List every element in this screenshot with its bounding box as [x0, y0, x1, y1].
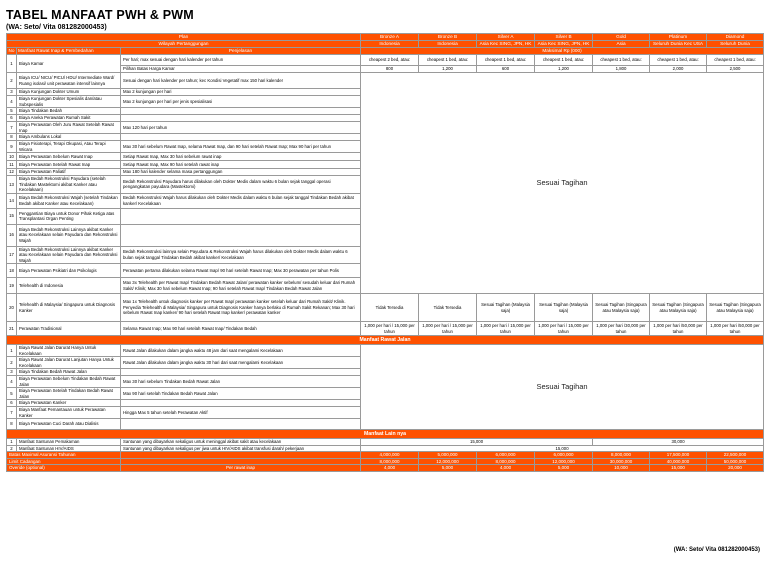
- benefit-desc: [121, 224, 361, 246]
- benefit-desc: [121, 115, 361, 122]
- row-number: 2: [7, 445, 17, 452]
- plan-value: 1,000 per hari / 15,000 per tahun: [361, 322, 419, 336]
- summary-value: 12,000,000: [535, 458, 593, 465]
- benefit-desc: Perawatan pertama dilakukan selama Rawat Inap/ 90 hari setelah Rawat Inap; Max 30 perawatan per tahun Polis: [121, 264, 361, 278]
- summary-value: 20,000: [707, 465, 764, 472]
- benefit-name: Biaya Bedah Rekonstruksi Lainnya akibat Kanker atau Kecelakaan selain Payudara dan Rekonstruksi Wajah: [17, 224, 121, 246]
- plan-value: 15,000: [361, 445, 764, 452]
- plan-value: 1,000 per hari /50,000 per tahun: [707, 322, 764, 336]
- room-class: cheapest 1 bed, atau:: [650, 55, 707, 66]
- benefit-desc: Setiap Rawat Inap, Max 30 hari sebelum rawat inap: [121, 153, 361, 161]
- desc-header: Penjelasan: [121, 48, 361, 55]
- room-class: cheapest 1 bed, atau:: [419, 55, 477, 66]
- benefit-desc: Max 2 kunjungan per hari per jenis spesialisasi: [121, 96, 361, 108]
- table-row: [7, 55, 764, 66]
- summary-value: 10,000: [593, 465, 650, 472]
- row-number: 16: [7, 224, 17, 246]
- benefit-name: Biaya Manfaat Pemantauan untuk Perawatan Kanker: [17, 407, 121, 419]
- sesuai-tagihan: Sesuai Tagihan: [361, 345, 764, 430]
- plan-value: 1,000 per hari / 15,000 per tahun: [419, 322, 477, 336]
- sesuai-tagihan: Sesuai Tagihan: [361, 73, 764, 294]
- row-number: 14: [7, 193, 17, 208]
- row-number: 1: [7, 439, 17, 446]
- plan-value: Sesuai Tagihan (Malaysia saja): [535, 294, 593, 322]
- benefit-desc: Setiap Rawat Inap, Max 90 hari setelah rawat inap: [121, 161, 361, 169]
- row-number: 7: [7, 122, 17, 134]
- plan-value: Sesuai Tagihan (Singapura atau Malaysia saja): [593, 294, 650, 322]
- plan-area: Seluruh Dunia: [707, 41, 764, 48]
- summary-label: Limit Cadangan: [7, 458, 121, 465]
- section-header-other: [7, 430, 764, 439]
- benefit-desc: Max 2 kunjungan per hari: [121, 89, 361, 96]
- benefit-desc: Max 90 hari setelah Tindakan Bedah Rawat Jalan: [121, 388, 361, 400]
- plan-value: 1,000 per hari / 15,000 per tahun: [535, 322, 593, 336]
- benefit-name: Biaya Aneka Perawatan Rumah Sakit: [17, 115, 121, 122]
- row-number: 10: [7, 153, 17, 161]
- row-number: 17: [7, 246, 17, 264]
- benefit-header: Manfaat Rawat Inap & Pembedahan: [17, 48, 121, 55]
- plan-area: Asia Kec SING, JPN, HK: [477, 41, 535, 48]
- summary-value: 5,000: [535, 465, 593, 472]
- room-class: cheapest 1 bed, atau:: [593, 55, 650, 66]
- plan-name: Gold: [593, 34, 650, 41]
- benefit-name: Biaya Perawatan Kanker: [17, 400, 121, 407]
- benefit-name: Biaya Rawat Jalan Darurat Hanya Untuk Kecelakaan: [17, 345, 121, 357]
- plan-area: Seluruh Dunia Kec USA: [650, 41, 707, 48]
- benefit-desc: Selama Rawat Inap; Max 90 hari setelah Rawat Inap/ Tindakan Bedah: [121, 322, 361, 336]
- row-number: 19: [7, 278, 17, 294]
- summary-value: 8,000,000: [593, 452, 650, 459]
- benefit-desc: [121, 369, 361, 376]
- plan-value: Tidak Tersedia: [419, 294, 477, 322]
- plan-value: 15,000: [361, 439, 593, 446]
- benefit-name: Biaya Perawatan Setelah Rawat Inap: [17, 161, 121, 169]
- benefit-desc: Hingga Max 5 tahun setelah Perawatan Aktif: [121, 407, 361, 419]
- header-area-row: [7, 41, 764, 48]
- benefit-desc: Max 1x Telehealth untuk diagnosis kanker per Rawat Inap/ perawatan kanker setelah keluar dari Rumah Sakit/ Klinik. Penyedia Telehealth di Malaysia/ Singapura untuk Diagnosis Kanker hanya berlaku di Rumah Sakit Rekanan; Max 30 hari sebelum Rawat Inap kanker/ 90 hari setelah Rawat Inap kanker/ perawatan kanker: [121, 294, 361, 322]
- benefit-name: Biaya Perawatan Setelah Tindakan Bedah Rawat Jalan: [17, 388, 121, 400]
- max-header: Maksimal Rp (000): [361, 48, 764, 55]
- plan-value: 1,000 per hari / 15,000 per tahun: [477, 322, 535, 336]
- row-number: 18: [7, 264, 17, 278]
- benefit-name: Manfaat Santunan HIV/AIDS: [17, 445, 121, 452]
- benefit-name: Telehealth di Malaysia/ Singapura untuk Diagnosis Kanker: [17, 294, 121, 322]
- summary-value: 5,000,000: [419, 452, 477, 459]
- area-label: Wilayah Pertanggungan: [7, 41, 361, 48]
- summary-value: 6,000,000: [477, 452, 535, 459]
- row-number: 3: [7, 369, 17, 376]
- benefit-desc: [121, 108, 361, 115]
- row-number: 13: [7, 176, 17, 194]
- room-class: cheapest 1 bed, atau:: [477, 55, 535, 66]
- no-header: No: [8, 48, 15, 53]
- summary-value: 15,000: [650, 465, 707, 472]
- benefit-desc: [121, 208, 361, 224]
- summary-value: 6,000,000: [535, 452, 593, 459]
- section-title: Manfaat Rawat Jalan: [7, 336, 764, 345]
- plan-name: Diamond: [707, 34, 764, 41]
- benefit-name: Biaya Perawatan Sebelum Tindakan Bedah Rawat Jalan: [17, 376, 121, 388]
- plan-area: Indonesia: [361, 41, 419, 48]
- contact-subtitle: (WA: Seto/ Vita 081282000453): [6, 24, 107, 31]
- summary-value: 40,000,000: [650, 458, 707, 465]
- benefit-desc: Max 30 hari sebelum Tindakan Bedah Rawat Jalan: [121, 376, 361, 388]
- summary-row: [7, 465, 764, 472]
- benefit-name: Biaya Bedah Rekonstruksi Payudara (setelah Tindakan Mastektomi akibat Kanker atau Kecelakaan): [17, 176, 121, 194]
- benefit-desc: Bedah Rekonstruksi Wajah harus dilakukan oleh Dokter Medis dalam waktu 6 bulan sejak tanggal Tindakan Bedah akibat kanker/ Kecelakaan: [121, 193, 361, 208]
- row-number: 2: [7, 357, 17, 369]
- benefit-name: Biaya Kamar: [17, 55, 121, 73]
- page-title: TABEL MANFAAT PWH & PWM: [6, 8, 194, 22]
- row-number: 7: [7, 407, 17, 419]
- benefit-name: Perawatan Tradisional: [17, 322, 121, 336]
- summary-value: 50,000,000: [707, 458, 764, 465]
- benefit-name: Biaya ICU/ NICU/ PICU/ HDU/ Intermediate Ward/ Ruang isolasi/ unit perawatan intensif lainnya: [17, 73, 121, 89]
- row-number: 15: [7, 208, 17, 224]
- benefit-name: Biaya Rawat Jalan Darurat Lanjutan Hanya Untuk Kecelakaan: [17, 357, 121, 369]
- benefit-name: Biaya Fisioterapi, Terapi Okupasi, Atau Terapi Wicara: [17, 141, 121, 153]
- benefit-name: Biaya Perawatan Paliatif: [17, 169, 121, 176]
- summary-value: 4,000: [477, 465, 535, 472]
- benefit-name: Biaya Perawatan Cuci Darah atau Dialisis: [17, 419, 121, 430]
- plan-value: Sesuai Tagihan (Singapura atau Malaysia saja): [650, 294, 707, 322]
- table-row: [7, 345, 764, 357]
- benefit-desc: Santunan yang dibayarkan sekaligus untuk meninggal akibat sakit atau kecelakaan: [121, 439, 361, 446]
- benefit-name: Manfaat Santunan Pemakaman: [17, 439, 121, 446]
- row-number: 1: [7, 55, 17, 73]
- plan-name: Silver B: [535, 34, 593, 41]
- benefit-desc: Santunan yang dibayarkan sekaligus per jiwa untuk HIV/AIDS akibat transfusi darah/ pekerjaan: [121, 445, 361, 452]
- room-limit: 2,500: [707, 66, 764, 73]
- benefit-desc: Per hari; max sesuai dengan hari kalender per tahun: [121, 55, 361, 66]
- row-number: 2: [7, 73, 17, 89]
- row-number: 9: [7, 141, 17, 153]
- row-number: 6: [7, 115, 17, 122]
- plan-name: Silver A: [477, 34, 535, 41]
- benefit-desc: [121, 400, 361, 407]
- summary-label: Batas Maximal Asuransi Tahunan: [7, 452, 121, 459]
- benefit-desc: Bedah Rekonstruksi lainnya selain Payudara & Rekonstruksi Wajah harus dilakukan oleh Dokter Medis dalam waktu 6 bulan sejak tanggal Tindakan Bedah akibat kanker/ Kecelakaan: [121, 246, 361, 264]
- plan-value: Tidak Tersedia: [361, 294, 419, 322]
- section-header-outpatient: [7, 336, 764, 345]
- row-number: 20: [7, 294, 17, 322]
- table-row: [7, 66, 764, 73]
- benefit-name: Biaya Kunjungan Dokter Umum: [17, 89, 121, 96]
- plan-value: 30,000: [593, 439, 764, 446]
- benefit-name: Penggantian Biaya untuk Donor Pihak Ketiga atas Transplantasi Organ Penting: [17, 208, 121, 224]
- header-plan-row: [7, 34, 764, 41]
- benefit-name: Biaya Bedah Rekonstruksi Lainnya akibat Kanker atau Kecelakaan selain Payudara dan Rekonstruksi Wajah: [17, 246, 121, 264]
- benefit-desc: Max 30 hari sebelum Rawat Inap, selama Rawat Inap, dan 90 hari setelah Rawat Inap; Max 90 hari per tahun: [121, 141, 361, 153]
- plan-name: Platinum: [650, 34, 707, 41]
- table-row: [7, 322, 764, 336]
- room-limit: 800: [361, 66, 419, 73]
- benefit-desc: Bedah Rekonstruksi Payudara harus dilakukan oleh Dokter Medis dalam waktu 6 bulan sejak tanggal operasi pengangkatan payudara (Mastektomi): [121, 176, 361, 194]
- room-limit: 1,200: [535, 66, 593, 73]
- benefit-name: Telehealth di Indonesia: [17, 278, 121, 294]
- plan-label: Plan: [7, 34, 361, 41]
- benefit-name: Biaya Ambulans Lokal: [17, 134, 121, 141]
- summary-value: 8,000,000: [361, 458, 419, 465]
- benefit-desc: Rawat Jalan dilakukan dalam jangka waktu 30 hari dari saat mengalami Kecelakaan: [121, 357, 361, 369]
- plan-area: Asia Kec SING, JPN, HK: [535, 41, 593, 48]
- benefit-desc: Max 120 hari per tahun: [121, 122, 361, 134]
- room-limit: 600: [477, 66, 535, 73]
- room-class: cheapest 1 bed, atau:: [707, 55, 764, 66]
- benefit-name: Biaya Tindakan Bedah: [17, 108, 121, 115]
- row-number: 6: [7, 400, 17, 407]
- benefit-name: Biaya Tindakan Bedah Rawat Jalan: [17, 369, 121, 376]
- row-number: 4: [7, 376, 17, 388]
- summary-value: 12,000,000: [419, 458, 477, 465]
- footer-contact: (WA: Seto/ Vita 081282000453): [673, 547, 760, 553]
- row-number: 8: [7, 419, 17, 430]
- section-title: Manfaat Lain nya: [7, 430, 764, 439]
- room-class: cheapest 1 bed, atau:: [535, 55, 593, 66]
- room-limit: 2,000: [650, 66, 707, 73]
- table-row: [7, 294, 764, 322]
- room-limit: 1,800: [593, 66, 650, 73]
- row-number: 21: [7, 322, 17, 336]
- plan-value: Sesuai Tagihan (Malaysia saja): [477, 294, 535, 322]
- summary-value: 4,000,000: [361, 452, 419, 459]
- summary-value: 30,000,000: [593, 458, 650, 465]
- row-number: 4: [7, 96, 17, 108]
- row-number: 3: [7, 89, 17, 96]
- table-row: [7, 73, 764, 89]
- summary-value: 22,500,000: [707, 452, 764, 459]
- summary-value: 8,000,000: [477, 458, 535, 465]
- plan-area: Indonesia: [419, 41, 477, 48]
- summary-label: Overide (optional): [7, 465, 121, 472]
- benefit-desc: Pilihan Batas Harga Kamar: [121, 66, 361, 73]
- row-number: 11: [7, 161, 17, 169]
- row-number: 1: [7, 345, 17, 357]
- plan-value: Sesuai Tagihan (Singapura atau Malaysia saja): [707, 294, 764, 322]
- benefit-desc: [121, 419, 361, 430]
- header-column-row: [7, 48, 764, 55]
- benefit-desc: Max 180 hari kalender selama masa pertanggungan: [121, 169, 361, 176]
- benefit-desc: Rawat Jalan dilakukan dalam jangka waktu 48 jam dari saat mengalami Kecelakaan: [121, 345, 361, 357]
- row-number: 5: [7, 108, 17, 115]
- row-number: 5: [7, 388, 17, 400]
- benefit-name: Biaya Perawatan Oleh Juru Rawat Setelah Rawat Inap: [17, 122, 121, 134]
- summary-value: 17,500,000: [650, 452, 707, 459]
- benefit-desc: Sesuai dengan hari kalender per tahun; kec Kondisi Vegetatif max 150 hari kalender: [121, 73, 361, 89]
- room-limit: 1,200: [419, 66, 477, 73]
- row-number: 8: [7, 134, 17, 141]
- row-number: 12: [7, 169, 17, 176]
- benefit-desc: Max 3x Telehealth per Rawat Inap/ Tindakan Bedah Rawat Jalan/ perawatan kanker sebelum/ sesudah keluar dari Rumah Sakit/ Klinik; Max 30 hari sebelum Rawat Inap; 90 hari setelah Rawat Inap/ Tindakan Bedah Rawat Jalan: [121, 278, 361, 294]
- benefit-name: Biaya Bedah Rekonstruksi Wajah (setelah Tindakan Bedah akibat Kanker atau Kecelakaan): [17, 193, 121, 208]
- benefit-desc: [121, 134, 361, 141]
- room-class: cheapest 2 bed, atau:: [361, 55, 419, 66]
- plan-value: 1,000 per hari /30,000 per tahun: [593, 322, 650, 336]
- plan-name: Bronze A: [361, 34, 419, 41]
- benefit-name: Biaya Perawatan Psikiatri dan Psikologis: [17, 264, 121, 278]
- plan-area: Asia: [593, 41, 650, 48]
- benefit-name: Biaya Kunjungan Dokter Spesialis dan/atau Subspesialis: [17, 96, 121, 108]
- summary-desc: Per rawat inap: [121, 465, 361, 472]
- summary-value: 4,000: [361, 465, 419, 472]
- benefit-table: [6, 33, 764, 472]
- plan-value: 1,000 per hari /50,000 per tahun: [650, 322, 707, 336]
- plan-name: Bronze B: [419, 34, 477, 41]
- benefit-name: Biaya Perawatan Sebelum Rawat Inap: [17, 153, 121, 161]
- summary-value: 5,000: [419, 465, 477, 472]
